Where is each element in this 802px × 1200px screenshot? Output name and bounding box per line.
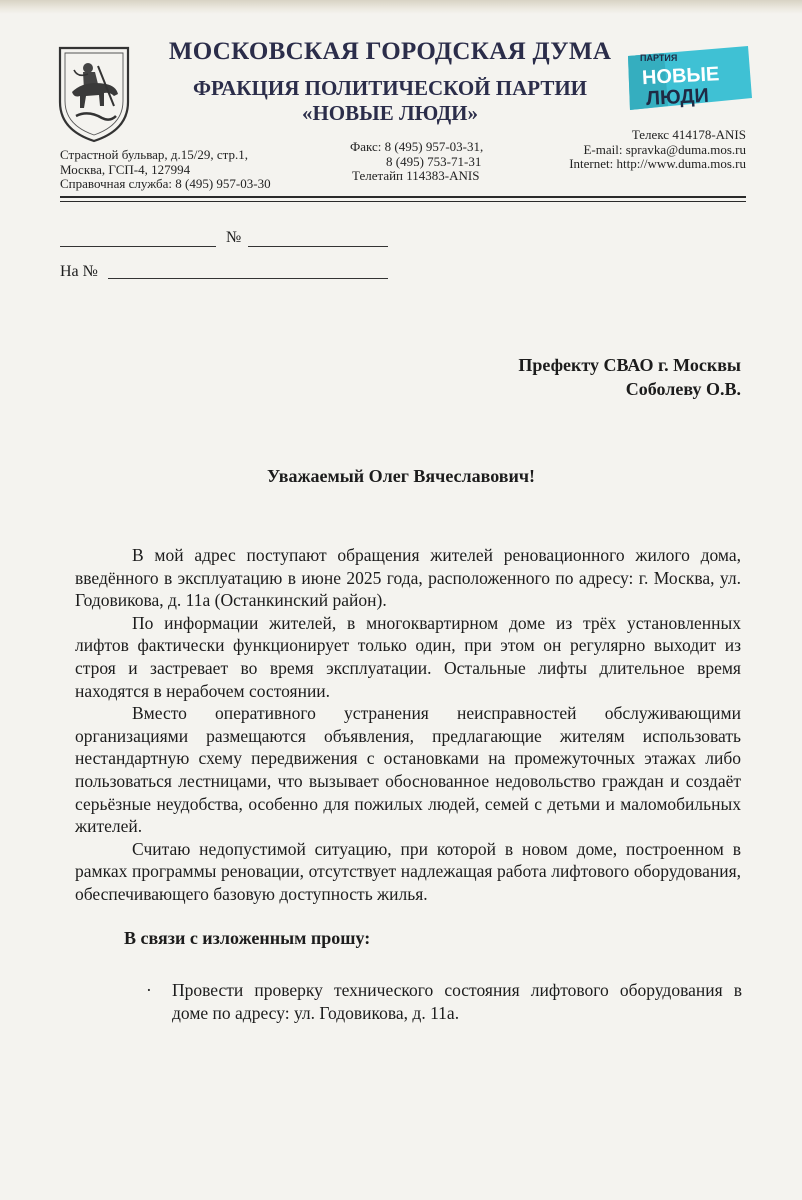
fax-line: 8 (495) 753-71-31 bbox=[386, 153, 482, 169]
logo-word-1: НОВЫЕ bbox=[641, 63, 720, 90]
contact-address-block bbox=[60, 148, 330, 192]
letterhead-party-name: «НОВЫЕ ЛЮДИ» bbox=[301, 101, 479, 125]
address-line: Справочная служба: 8 (495) 957-03-30 bbox=[60, 176, 271, 191]
date-blank-line bbox=[60, 246, 216, 247]
number-blank-line bbox=[248, 246, 388, 247]
letterhead-divider-thin bbox=[60, 201, 746, 202]
letterhead-title: МОСКОВСКАЯ ГОРОДСКАЯ ДУМА bbox=[168, 38, 612, 65]
contact-internet-block bbox=[540, 128, 746, 172]
body-paragraph: Считаю недопустимой ситуацию, при которой в новом доме, построенном в рамках программы реновации, отсутствует надлежащая работа лифтового оборудования, обеспечивающего базовую доступность жилья. bbox=[75, 838, 741, 904]
email-line: E-mail: spravka@duma.mos.ru bbox=[583, 141, 746, 157]
request-list-item bbox=[146, 979, 742, 1025]
telex-line: Телекс 414178-ANIS bbox=[631, 127, 746, 142]
request-item-text: Провести проверку технического состояния лифтового оборудования в доме по адресу: ул. Годовикова, д. 11а. bbox=[172, 980, 742, 1023]
salutation: Уважаемый Олег Вячеславович! bbox=[266, 466, 536, 486]
logo-small-text: ПАРТИЯ bbox=[640, 53, 678, 63]
recipient-block bbox=[518, 353, 741, 401]
letter-body bbox=[75, 544, 741, 906]
website-line: Internet: http://www.duma.mos.ru bbox=[569, 156, 746, 171]
fax-line: Факс: 8 (495) 957-03-31, bbox=[350, 139, 484, 154]
contact-fax-block bbox=[350, 140, 510, 184]
logo-word-2: ЛЮДИ bbox=[645, 84, 710, 110]
moscow-coat-of-arms-icon bbox=[54, 44, 134, 144]
request-heading: В связи с изложенным прошу: bbox=[124, 928, 371, 948]
letterhead-faction: ФРАКЦИЯ ПОЛИТИЧЕСКОЙ ПАРТИИ bbox=[192, 76, 588, 100]
recipient-title: Префекту СВАО г. Москвы bbox=[518, 355, 741, 375]
body-paragraph: В мой адрес поступают обращения жителей реновационного жилого дома, введённого в эксплуатацию в июне 2025 года, расположенного по адресу: г. Москва, ул. Годовикова, д. 11а (Останкинский район). bbox=[75, 545, 741, 611]
party-logo bbox=[624, 46, 754, 110]
body-paragraph: По информации жителей, в многоквартирном доме из трёх установленных лифтов фактически функционирует только один, при этом он регулярно выходит из строя и застревает во время эксплуатации. Остальные лифты длительное время находятся в нерабочем состоянии. bbox=[75, 612, 741, 701]
address-line: Страстной бульвар, д.15/29, стр.1, bbox=[60, 147, 249, 162]
page-top-edge bbox=[0, 0, 802, 14]
number-label: № bbox=[226, 229, 242, 246]
bullet-marker: · bbox=[146, 980, 152, 1000]
address-line: Москва, ГСП-4, 127994 bbox=[60, 161, 191, 177]
reply-number-label: На № bbox=[60, 263, 98, 280]
teletype-line: Телетайп 114383-ANIS bbox=[352, 168, 480, 183]
reply-number-blank-line bbox=[108, 278, 388, 279]
body-paragraph: Вместо оперативного устранения неисправностей обслуживающими организациями размещаются объявления, предлагающие жителям использовать нестандартную схему передвижения с остановками на промежуточных этажах либо пользоваться лестницами, что вызывает обоснованное недовольство граждан и создаёт серьёзные неудобства, особенно для пожилых людей, семей с детьми и маломобильных жителей. bbox=[75, 703, 741, 837]
recipient-name: Соболеву О.В. bbox=[625, 379, 741, 399]
letterhead-divider bbox=[60, 196, 746, 198]
